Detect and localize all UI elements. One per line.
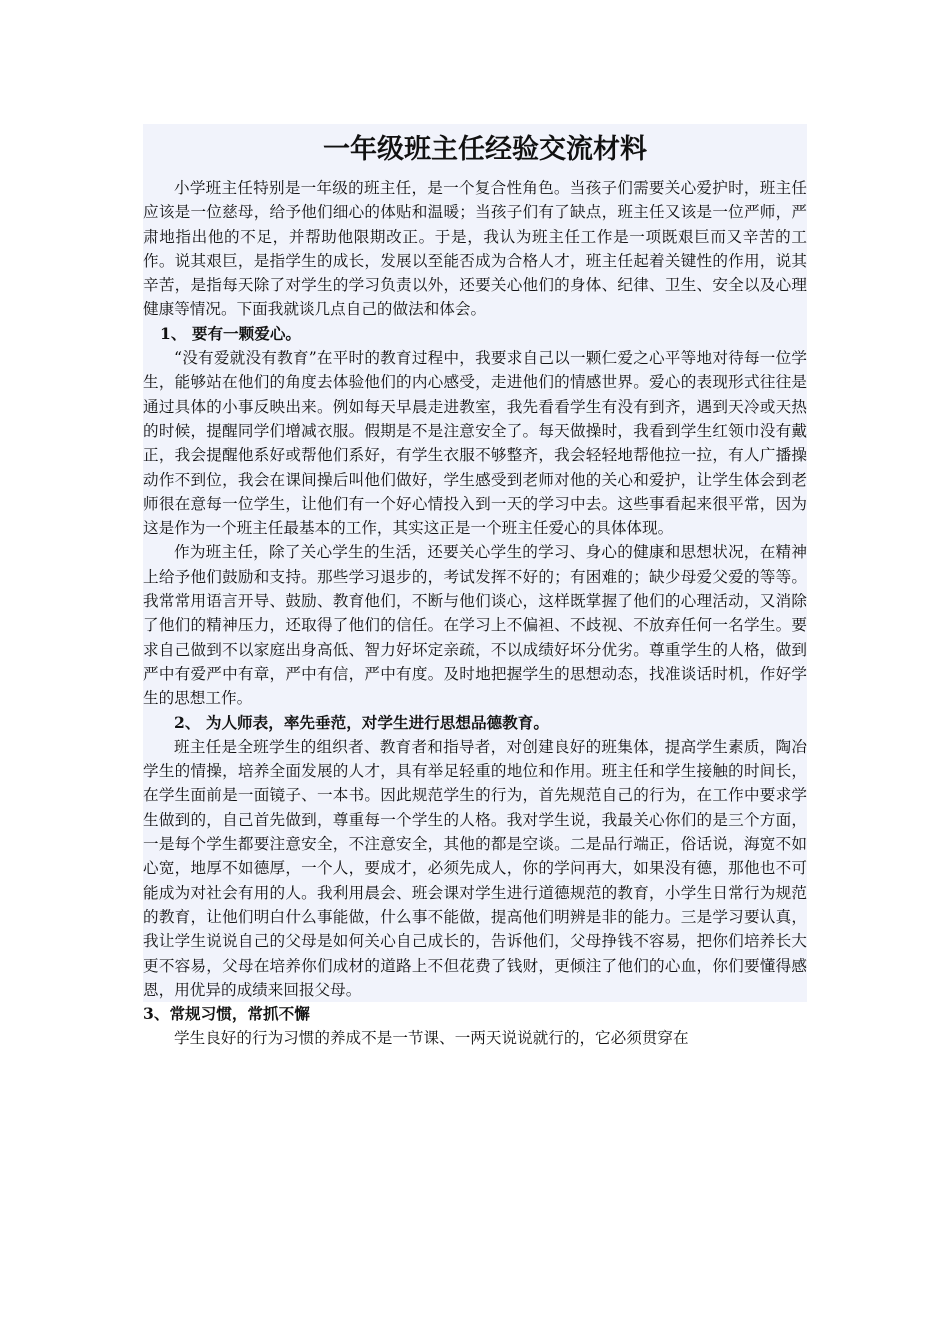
- section-3-paragraph-1: 学生良好的行为习惯的养成不是一节课、一两天说说就行的，它必须贯穿在: [174, 1029, 689, 1048]
- document-title: 一年级班主任经验交流材料: [323, 134, 647, 165]
- section-heading-3: 3、常规习惯，常抓不懈: [143, 1004, 310, 1024]
- document-page: [143, 124, 807, 1051]
- intro-paragraph: 小学班主任特别是一年级的班主任，是一个复合性角色。当孩子们需要关心爱护时，班主任应该是一位慈母，给予他们细心的体贴和温暖；当孩子们有了缺点，班主任又该是一位严师，严肃地指出他的不足，并帮助他限期改正。于是，我认为班主任工作是一项既艰巨而又辛苦的工作。说其艰巨，是指学生的成长，发展以至能否成为合格人才，班主任起着关键性的作用，说其辛苦，是指每天除了对学生的学习负责以外，还要关心他们的身体、纪律、卫生、安全以及心理健康等情况。下面我就谈几点自己的做法和体会。: [143, 179, 807, 319]
- section-heading-1: 1、 要有一颗爱心。: [160, 323, 302, 343]
- section-1-paragraph-2: 作为班主任，除了关心学生的生活，还要关心学生的学习、身心的健康和思想状况，在精神上给予他们鼓励和支持。那些学习退步的，考试发挥不好的；有困难的；缺少母爱父爱的等等。我常常用语言开导、鼓励、教育他们，不断与他们谈心，这样既掌握了他们的心理活动，又消除了他们的精神压力，还取得了他们的信任。在学习上不偏袒、不歧视、不放弃任何一名学生。要求自己做到不以家庭出身高低、智力好坏定亲疏，不以成绩好坏分优劣。尊重学生的人格，做到严中有爱严中有章，严中有信，严中有度。及时地把握学生的思想动态，找准谈话时机，作好学生的思想工作。: [143, 543, 807, 708]
- section-2-paragraph-1: 班主任是全班学生的组织者、教育者和指导者，对创建良好的班集体，提高学生素质，陶冶学生的情操，培养全面发展的人才，具有举足轻重的地位和作用。班主任和学生接触的时间长，在学生面前是一面镜子、一本书。因此规范学生的行为，首先规范自己的行为，在工作中要求学生做到的，自己首先做到，尊重每一个学生的人格。我对学生说，我最关心你们的是三个方面，一是每个学生都要注意安全，不注意安全，其他的都是空谈。二是品行端正，俗话说，海宽不如心宽，地厚不如德厚，一个人，要成才，必须先成人，你的学问再大，如果没有德，那他也不可能成为对社会有用的人。我利用晨会、班会课对学生进行道德规范的教育，小学生日常行为规范的教育，让他们明白什么事能做，什么事不能做，提高他们明辨是非的能力。三是学习要认真，我让学生说说自己的父母是如何关心自己成长的，告诉他们，父母挣钱不容易，把你们培养长大更不容易，父母在培养你们成材的道路上不但花费了钱财，更倾注了他们的心血，你们要懂得感恩，用优异的成绩来回报父母。: [143, 737, 807, 999]
- section-heading-2: 2、 为人师表，率先垂范，对学生进行思想品德教育。: [174, 712, 549, 732]
- section-1-paragraph-1: “没有爱就没有教育”在平时的教育过程中，我要求自己以一颗仁爱之心平等地对待每一位学生，能够站在他们的角度去体验他们的内心感受，走进他们的情感世界。爱心的表现形式往往是通过具体的小事反映出来。例如每天早晨走进教室，我先看看学生有没有到齐，遇到天冷或天热的时候，提醒同学们增减衣服。假期是不是注意安全了。每天做操时，我看到学生红领巾没有戴正，我会提醒他系好或帮他们系好，有学生衣服不够整齐，我会轻轻地帮他拉一拉，有人广播操动作不到位，我会在课间操后叫他们做好，学生感受到老师对他的关心和爱护，让学生体会到老师很在意每一位学生，让他们有一个好心情投入到一天的学习中去。这些事看起来很平常，因为这是作为一个班主任最基本的工作，其实这正是一个班主任爱心的具体体现。: [143, 349, 807, 538]
- shaded-text-block: [143, 124, 807, 1002]
